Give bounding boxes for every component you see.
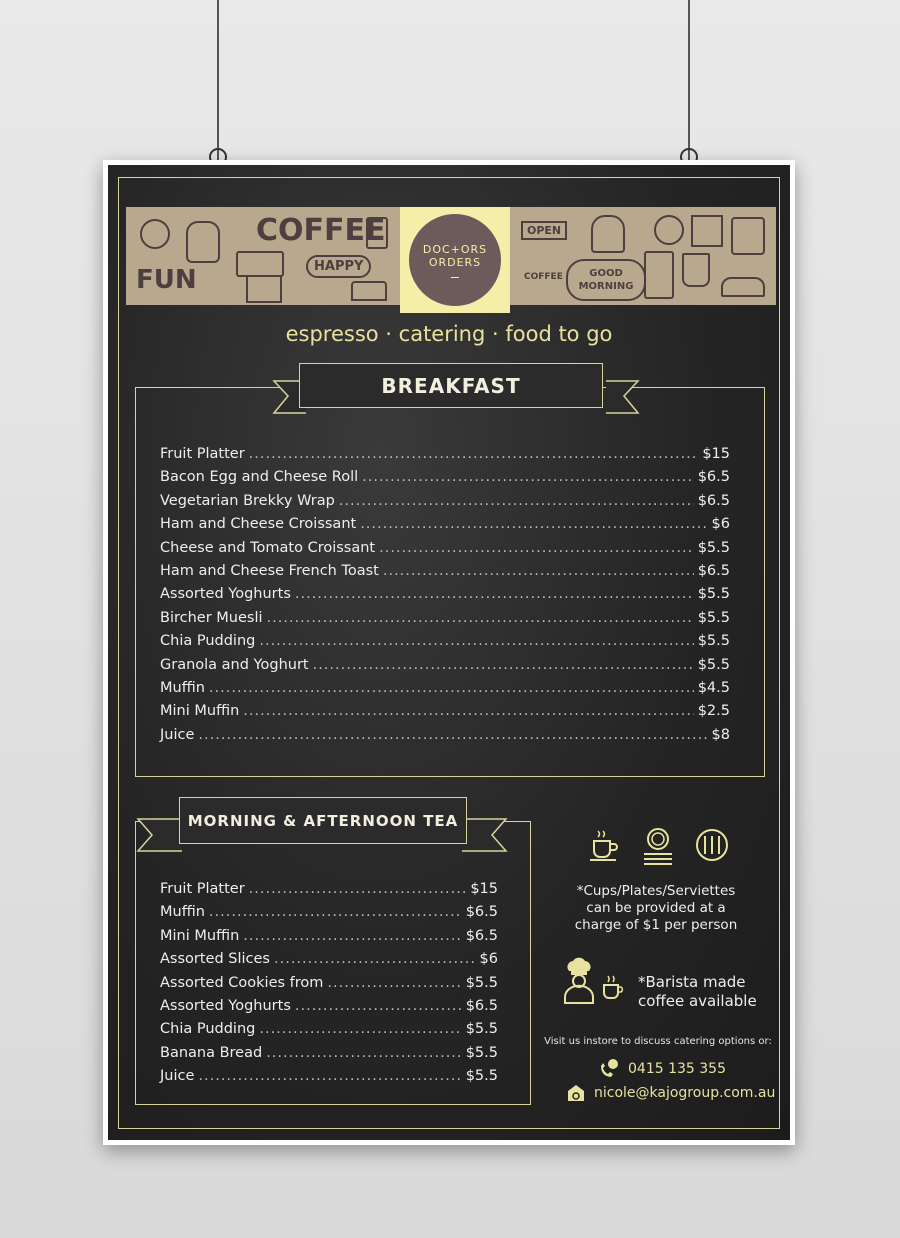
menu-item-price: $5.5 (697, 586, 730, 603)
doodle-biscuit (731, 217, 765, 255)
menu-item-price: $5.5 (465, 1068, 498, 1085)
menu-item (160, 727, 730, 750)
dot-leader (249, 881, 467, 897)
cups-note (566, 883, 746, 934)
menu-item-name: Chia Pudding (160, 1021, 256, 1038)
dot-leader (339, 493, 694, 509)
menu-item (160, 469, 730, 492)
menu-item-price: $6.5 (465, 927, 498, 944)
dot-leader (267, 610, 694, 626)
barista-note-line-1: *Barista made (638, 973, 746, 991)
menu-item-name: Muffin (160, 679, 205, 696)
dot-leader (198, 1068, 461, 1084)
dot-leader (266, 1045, 462, 1061)
dot-leader (274, 951, 476, 967)
menu-item-name: Fruit Platter (160, 446, 245, 462)
phone-number: 0415 135 355 (628, 1061, 726, 1077)
menu-item-name: Assorted Cookies from (160, 974, 324, 991)
menu-item-price: $4.5 (697, 679, 730, 696)
doodle-sandwich (721, 277, 765, 297)
doodle-fun: FUN (136, 265, 197, 295)
doodle-coffee-cup: COFFEE (524, 272, 563, 282)
menu-item-price: $5.5 (697, 609, 730, 626)
coffee-cup-icon (586, 827, 622, 863)
menu-item-name: Vegetarian Brekky Wrap (160, 492, 335, 509)
menu-item (160, 493, 730, 516)
doodle-cup (682, 253, 710, 287)
doodle-speech-bubble (140, 219, 170, 249)
barista-note (638, 973, 757, 1011)
menu-item (160, 610, 730, 633)
phone-line[interactable] (598, 1058, 726, 1080)
menu-item (160, 1068, 498, 1091)
email-line[interactable] (566, 1083, 775, 1103)
doodle-frame (691, 215, 723, 247)
menu-item-price: $8 (711, 726, 730, 743)
logo-box (400, 207, 510, 313)
chalkboard (108, 165, 790, 1140)
menu-item-name: Assorted Yoghurts (160, 586, 291, 603)
menu-item (160, 563, 730, 586)
menu-item-name: Bacon Egg and Cheese Roll (160, 469, 359, 486)
menu-item (160, 516, 730, 539)
dot-leader (259, 633, 693, 649)
menu-item (160, 586, 730, 609)
menu-item-price: $15 (470, 881, 498, 897)
menu-item-price: $6.5 (697, 469, 730, 486)
dot-leader (259, 1021, 461, 1037)
dot-leader (209, 904, 462, 920)
menu-item-name: Juice (160, 726, 195, 743)
chef-icon (561, 955, 597, 1005)
menu-item-name: Muffin (160, 904, 205, 921)
doodle-good-morning: GOOD MORNING (566, 259, 646, 301)
dot-leader (209, 680, 694, 696)
logo (409, 214, 501, 306)
dot-leader (295, 998, 462, 1014)
menu-item-name: Mini Muffin (160, 703, 240, 720)
menu-item (160, 680, 730, 703)
menu-item (160, 657, 730, 680)
menu-poster (103, 160, 795, 1145)
menu-item-price: $15 (702, 446, 730, 462)
service-icons (586, 827, 730, 869)
menu-item-price: $5.5 (697, 656, 730, 673)
tagline: espresso · catering · food to go (285, 322, 613, 346)
menu-item-name: Assorted Slices (160, 951, 270, 968)
doodle-open: OPEN (521, 221, 567, 240)
tea-title: MORNING & AFTERNOON TEA (179, 797, 467, 844)
doodle-coffee-bag (644, 251, 674, 299)
cups-note-line-3: charge of $1 per person (574, 917, 738, 933)
menu-item-price: $5.5 (697, 633, 730, 650)
email-icon (566, 1083, 586, 1103)
menu-item (160, 951, 498, 974)
hanging-wire-left (217, 0, 219, 160)
menu-item (160, 904, 498, 927)
logo-dash (451, 277, 459, 278)
menu-item-price: $6 (711, 516, 730, 533)
dot-leader (383, 563, 694, 579)
menu-item (160, 703, 730, 726)
menu-item-name: Ham and Cheese French Toast (160, 562, 379, 579)
menu-item (160, 928, 498, 951)
menu-item (160, 998, 498, 1021)
tea-list (160, 881, 498, 1092)
menu-item-name: Chia Pudding (160, 633, 256, 650)
plates-icon (640, 827, 676, 869)
dot-leader (243, 703, 693, 719)
doodle-espresso-machine (246, 275, 282, 303)
menu-item (160, 540, 730, 563)
doodle-jar (366, 217, 388, 249)
breakfast-title: BREAKFAST (299, 363, 603, 408)
breakfast-ribbon (266, 363, 646, 423)
menu-item-price: $6.5 (697, 562, 730, 579)
menu-item (160, 1045, 498, 1068)
dot-leader (360, 516, 707, 532)
menu-item-name: Bircher Muesli (160, 609, 263, 626)
menu-item (160, 881, 498, 904)
dot-leader (313, 657, 694, 673)
menu-item (160, 633, 730, 656)
dot-leader (362, 469, 694, 485)
dot-leader (327, 975, 461, 991)
menu-item-price: $5.5 (465, 1044, 498, 1061)
menu-item (160, 446, 730, 469)
tea-ribbon (130, 797, 514, 857)
dot-leader (249, 446, 699, 462)
menu-item-price: $2.5 (697, 703, 730, 720)
cutlery-icon (694, 827, 730, 863)
doodle-kettle (591, 215, 625, 253)
menu-item-name: Juice (160, 1068, 195, 1085)
menu-item-name: Banana Bread (160, 1044, 263, 1061)
doodle-radio (236, 251, 284, 277)
menu-item-price: $5.5 (697, 539, 730, 556)
menu-item-name: Ham and Cheese Croissant (160, 516, 357, 533)
dot-leader (198, 727, 707, 743)
doodle-happy: HAPPY (306, 255, 371, 278)
menu-item-price: $6.5 (697, 492, 730, 509)
phone-icon (598, 1058, 620, 1080)
dot-leader (379, 540, 694, 556)
dot-leader (243, 928, 461, 944)
cups-note-line-2: can be provided at a (586, 900, 726, 916)
menu-item-price: $6.5 (465, 904, 498, 921)
barista-note-line-2: coffee available (638, 992, 757, 1010)
menu-item-price: $6.5 (465, 997, 498, 1014)
menu-item-name: Mini Muffin (160, 927, 240, 944)
menu-item-price: $5.5 (465, 974, 498, 991)
cups-note-line-1: *Cups/Plates/Serviettes (576, 883, 736, 899)
menu-item (160, 975, 498, 998)
breakfast-list (160, 446, 730, 750)
menu-item-price: $6 (479, 951, 498, 968)
menu-item-name: Fruit Platter (160, 881, 245, 897)
email-address: nicole@kajogroup.com.au (594, 1085, 776, 1101)
menu-item (160, 1021, 498, 1044)
doodle-cookie (654, 215, 684, 245)
dot-leader (295, 586, 694, 602)
doodle-coffee: COFFEE (256, 213, 386, 248)
hanging-wire-right (688, 0, 690, 160)
contact-intro: Visit us instore to discuss catering options or: (544, 1036, 772, 1047)
barista-cup-icon (601, 973, 627, 1003)
logo-line-1: DOC+ORS (422, 242, 488, 256)
menu-item-name: Cheese and Tomato Croissant (160, 539, 376, 556)
logo-line-2: ORDERS (428, 255, 482, 269)
doodle-teapot (186, 221, 220, 263)
doodle-cake (351, 281, 387, 301)
menu-item-price: $5.5 (465, 1021, 498, 1038)
menu-item-name: Assorted Yoghurts (160, 997, 291, 1014)
menu-item-name: Granola and Yoghurt (160, 656, 309, 673)
